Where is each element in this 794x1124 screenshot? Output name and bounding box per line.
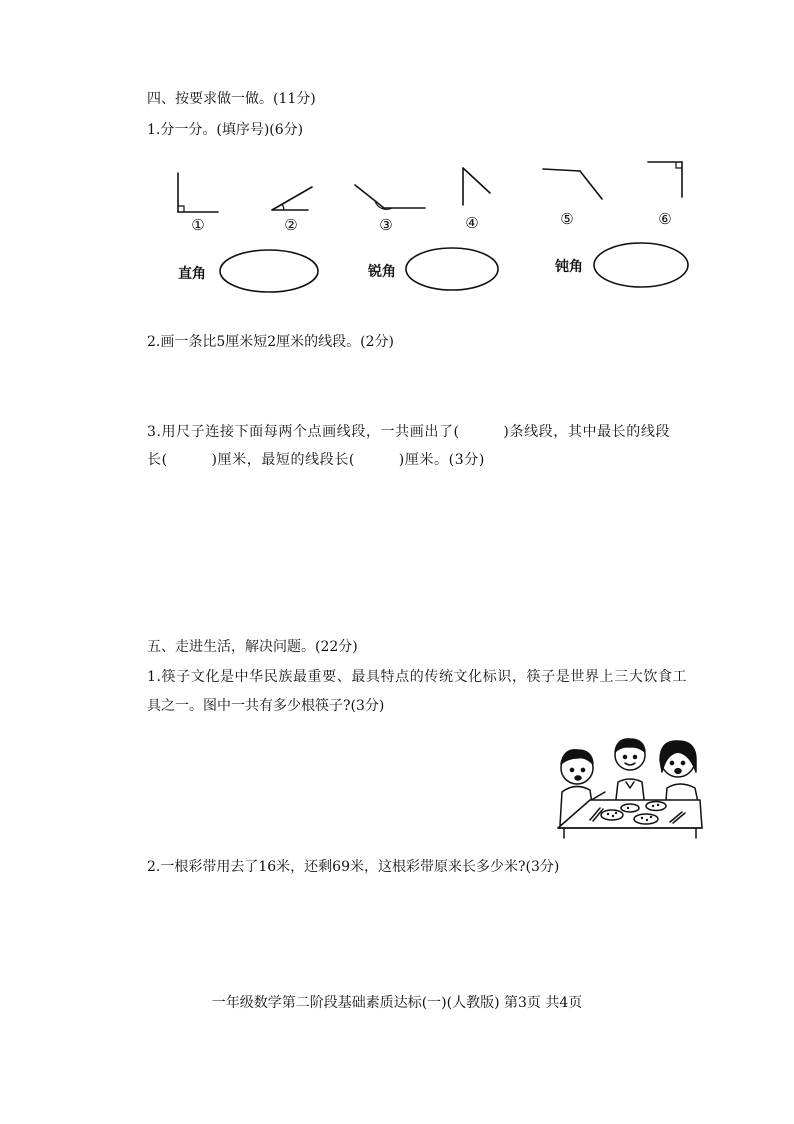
category-label-obtuse: 钝角 bbox=[555, 259, 583, 275]
category-label-acute: 锐角 bbox=[368, 264, 396, 280]
q2-title: 2.画一条比5厘米短2厘米的线段。(2分) bbox=[147, 334, 395, 350]
answer-ellipse-right[interactable] bbox=[220, 250, 318, 292]
answer-ellipse-obtuse[interactable] bbox=[594, 243, 688, 287]
angle-number-2: ② bbox=[284, 216, 298, 234]
section4-title: 四、按要求做一做。(11分) bbox=[147, 91, 316, 107]
angle-number-1: ① bbox=[191, 216, 205, 234]
angle-1-figure bbox=[178, 173, 218, 212]
angle-2-figure bbox=[272, 187, 312, 210]
angle-number-4: ④ bbox=[465, 214, 479, 232]
angle-number-5: ⑤ bbox=[560, 210, 574, 228]
angle-6-figure bbox=[648, 162, 682, 197]
angle-number-3: ③ bbox=[379, 216, 393, 234]
q1-title: 1.分一分。(填序号)(6分) bbox=[147, 122, 304, 138]
category-label-right: 直角 bbox=[178, 266, 206, 282]
children-at-table-illustration bbox=[550, 730, 710, 840]
answer-ellipse-acute[interactable] bbox=[406, 248, 498, 290]
s5-q1-line1: 1.筷子文化是中华民族最重要、最具特点的传统文化标识，筷子是世界上三大饮食工 bbox=[147, 669, 688, 685]
angle-number-6: ⑥ bbox=[658, 210, 672, 228]
section5-title: 五、走进生活，解决问题。(22分) bbox=[147, 639, 358, 655]
angle-4-figure bbox=[463, 168, 490, 205]
page-footer: 一年级数学第二阶段基础素质达标(一)(人教版) 第3页 共4页 bbox=[211, 995, 583, 1011]
s5-q2-title: 2.一根彩带用去了16米，还剩69米，这根彩带原来长多少米?(3分) bbox=[147, 859, 560, 875]
q3-line2: 长( )厘米，最短的线段长( )厘米。(3分) bbox=[147, 452, 485, 468]
s5-q1-line2: 具之一。图中一共有多少根筷子?(3分) bbox=[147, 698, 385, 714]
angle-3-figure bbox=[355, 185, 425, 209]
q3-line1: 3.用尺子连接下面每两个点画线段，一共画出了( )条线段，其中最长的线段 bbox=[147, 424, 671, 440]
angle-5-figure bbox=[543, 169, 602, 199]
angle-figures bbox=[160, 155, 720, 295]
